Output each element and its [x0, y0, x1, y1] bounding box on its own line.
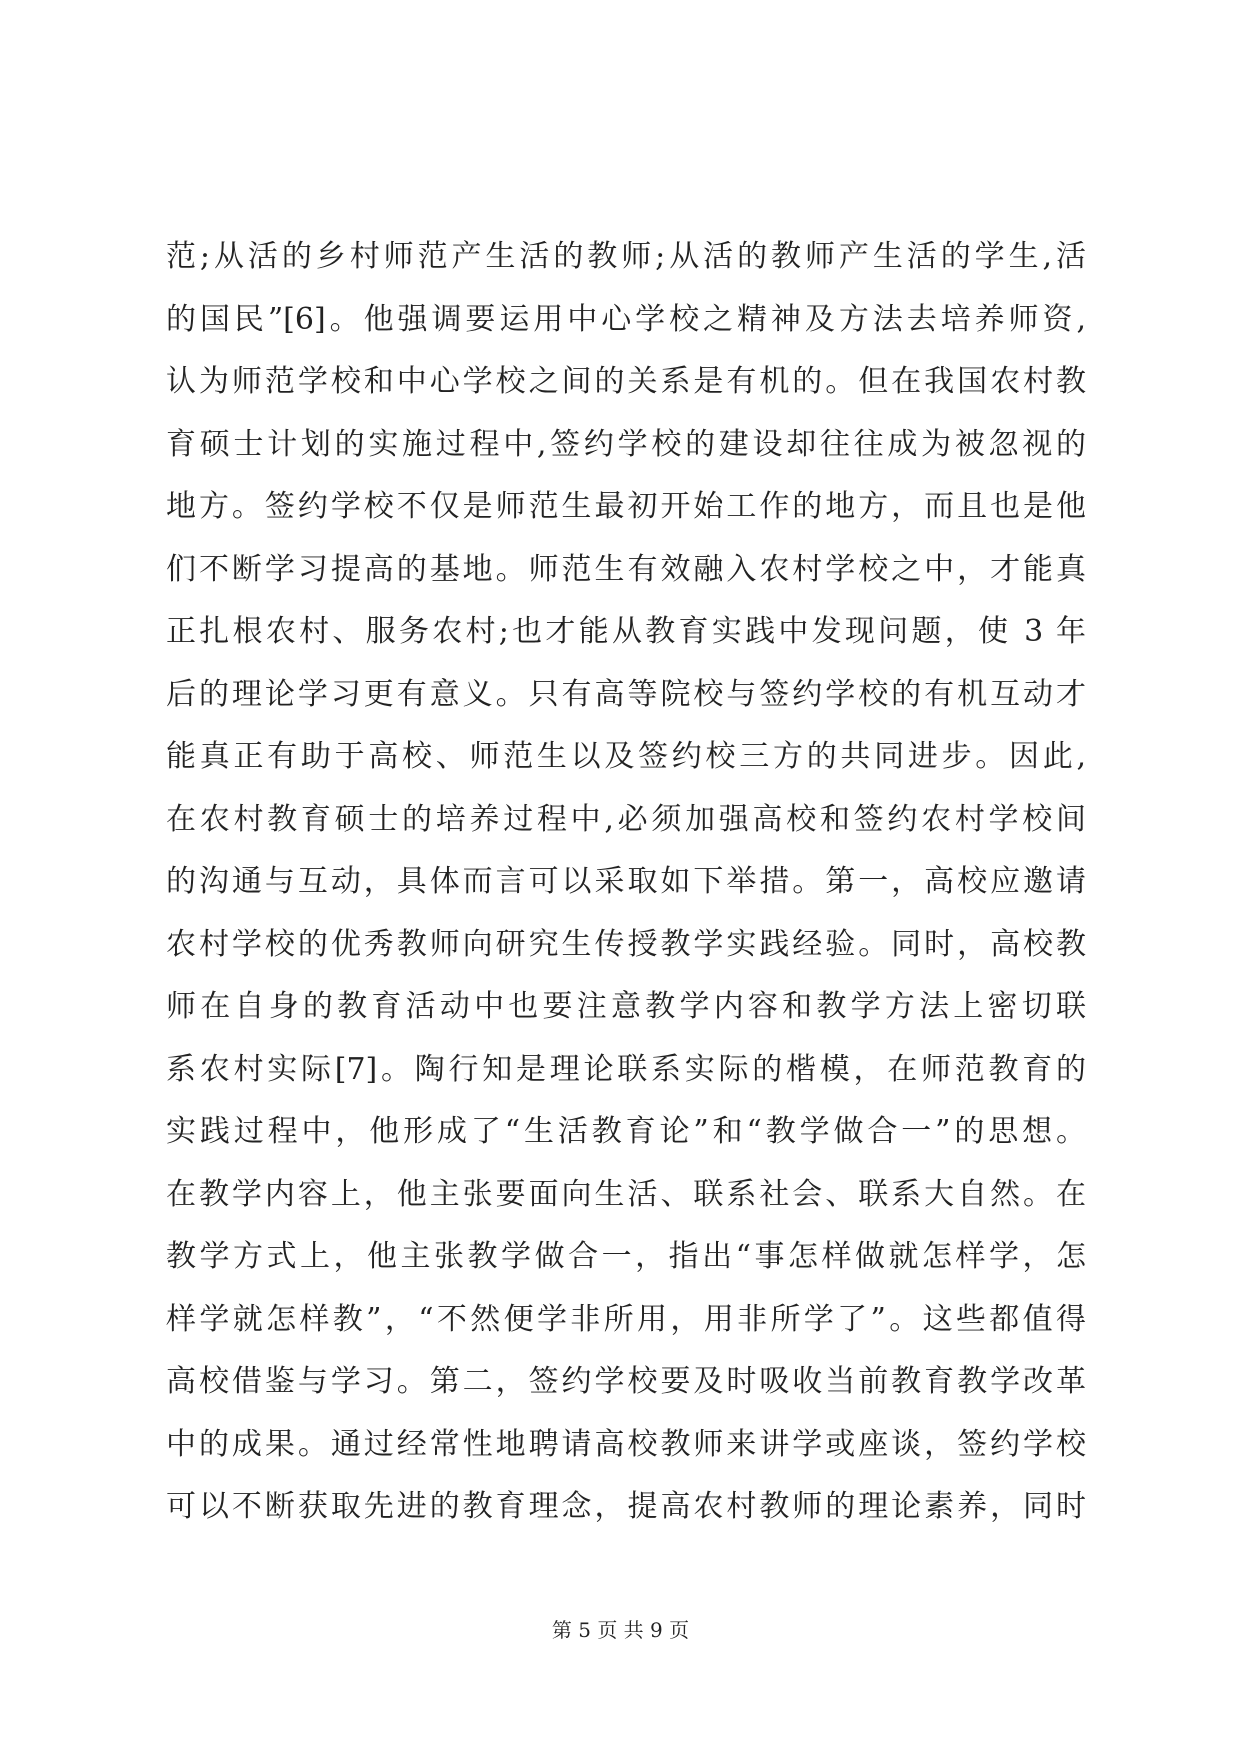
text-line: 认为师范学校和中心学校之间的关系是有机的。但在我国农村教 — [166, 364, 1086, 399]
text-line: 样学就怎样教”，“不然便学非所用，用非所学了”。这些都值得 — [166, 1301, 1086, 1337]
page-number: 第 5 页 共 9 页 — [551, 1618, 690, 1642]
text-line: 农村学校的优秀教师向研究生传授教学实践经验。同时，高校教 — [166, 926, 1086, 962]
text-line: 地方。签约学校不仅是师范生最初开始工作的地方，而且也是他 — [166, 489, 1086, 524]
text-line: 师在自身的教育活动中也要注意教学内容和教学方法上密切联 — [166, 989, 1086, 1024]
text-line: 正扎根农村、服务农村;也才能从教育实践中发现问题，使 3 年 — [166, 614, 1086, 649]
text-line: 在教学内容上，他主张要面向生活、联系社会、联系大自然。在 — [166, 1176, 1086, 1212]
text-line: 的沟通与互动，具体而言可以采取如下举措。第一，高校应邀请 — [166, 864, 1086, 899]
text-line: 可以不断获取先进的教育理念，提高农村教师的理论素养，同时 — [166, 1489, 1086, 1524]
text-line: 能真正有助于高校、师范生以及签约校三方的共同进步。因此, — [166, 739, 1086, 774]
text-line: 中的成果。通过经常性地聘请高校教师来讲学或座谈，签约学校 — [166, 1426, 1086, 1462]
text-line: 育硕士计划的实施过程中,签约学校的建设却往往成为被忽视的 — [166, 426, 1086, 462]
text-line: 范;从活的乡村师范产生活的教师;从活的教师产生活的学生,活 — [166, 239, 1086, 274]
text-line: 高校借鉴与学习。第二，签约学校要及时吸收当前教育教学改革 — [166, 1364, 1086, 1399]
text-line: 在农村教育硕士的培养过程中,必须加强高校和签约农村学校间 — [166, 801, 1086, 837]
body-text — [166, 226, 1086, 1539]
page-footer — [0, 1618, 1241, 1642]
text-line: 后的理论学习更有意义。只有高等院校与签约学校的有机互动才 — [166, 676, 1086, 712]
text-line: 的国民”[6]。他强调要运用中心学校之精神及方法去培养师资, — [166, 301, 1086, 337]
text-line: 实践过程中，他形成了“生活教育论”和“教学做合一”的思想。 — [166, 1114, 1086, 1149]
text-line: 系农村实际[7]。陶行知是理论联系实际的楷模，在师范教育的 — [166, 1051, 1086, 1087]
text-line: 们不断学习提高的基地。师范生有效融入农村学校之中，才能真 — [166, 551, 1086, 587]
text-line: 教学方式上，他主张教学做合一，指出“事怎样做就怎样学，怎 — [166, 1239, 1086, 1274]
